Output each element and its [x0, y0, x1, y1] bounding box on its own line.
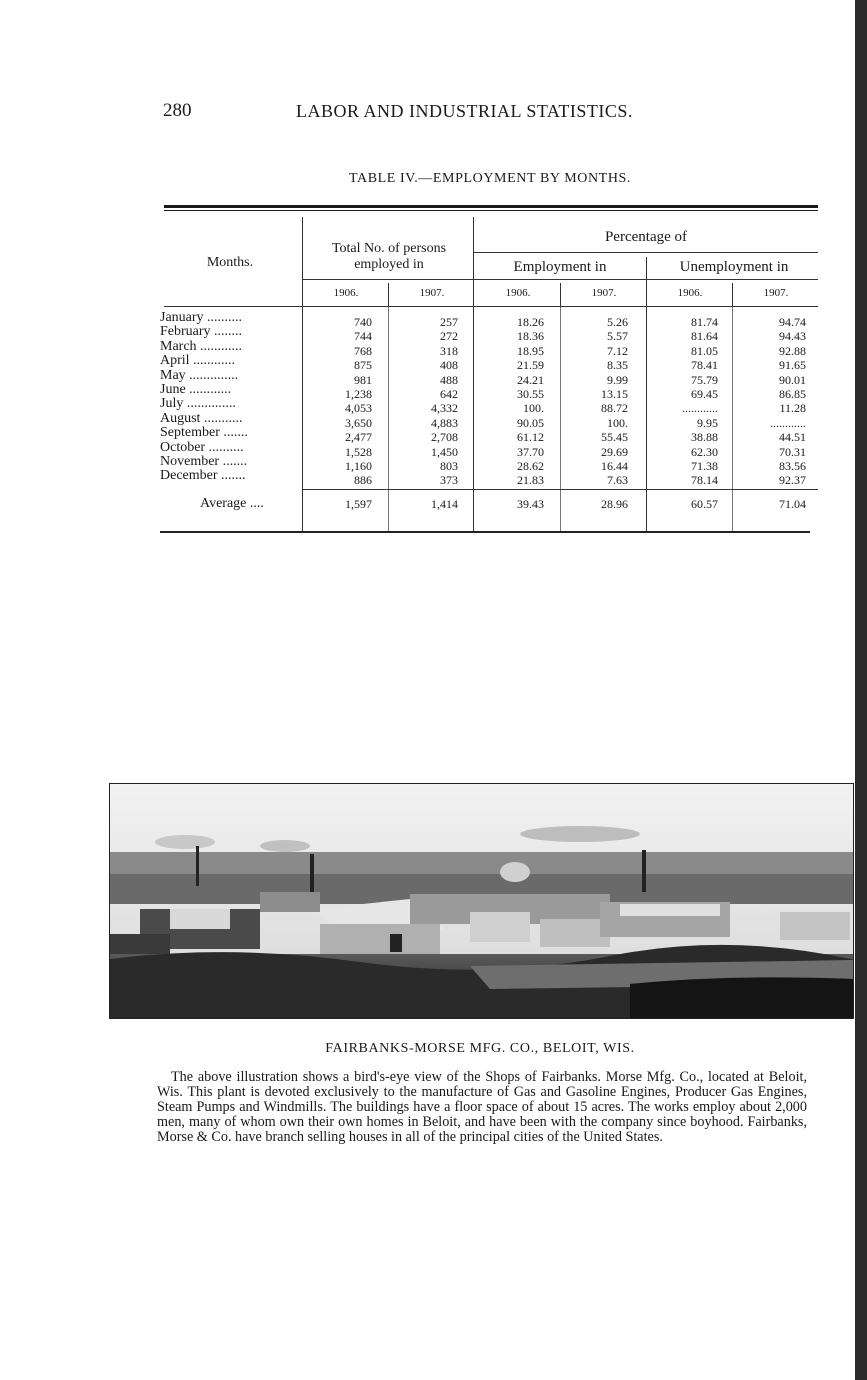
table-cell: 272: [440, 329, 458, 344]
table-cell: 18.26: [517, 315, 544, 329]
table-cell: 488: [440, 372, 458, 387]
percentage-header: Percentage of: [604, 229, 688, 245]
year-header: 1907.: [591, 287, 617, 299]
total-1907-column: [396, 315, 458, 488]
divider: [473, 217, 474, 533]
factory-photograph: [109, 783, 854, 1019]
table-cell: 37.70: [517, 444, 544, 459]
table-cell: 38.88: [691, 430, 718, 445]
table-cell: 90.01: [779, 372, 806, 387]
table-cell: 18.95: [517, 343, 544, 358]
table-top-rule: [164, 205, 818, 208]
table-cell: 7.12: [607, 343, 628, 358]
table-cell: 44.51: [779, 430, 806, 445]
table-cell: 13.15: [601, 386, 628, 401]
average-cell: 1,597: [345, 497, 372, 511]
month-label: December .......: [160, 468, 246, 484]
divider: [388, 283, 389, 307]
table-cell: 18.36: [517, 329, 544, 344]
average-cell: 60.57: [691, 497, 718, 511]
table-cell: 94.43: [779, 329, 806, 344]
unemployment-1907-column: [734, 315, 806, 488]
total-1906-column: [310, 315, 372, 488]
table-cell: 100.: [607, 415, 628, 430]
page-edge-shadow: [855, 0, 867, 1380]
table-cell: 91.65: [779, 358, 806, 373]
month-label: November .......: [160, 454, 248, 470]
employment-1907-column: [564, 315, 628, 488]
table-cell: 55.45: [601, 430, 628, 445]
table-cell: 81.05: [691, 343, 718, 358]
table-cell: 4,883: [431, 415, 458, 430]
table-cell: 81.74: [691, 315, 718, 329]
month-label: March ............: [160, 338, 243, 354]
description-paragraph: The above illustration shows a bird's-eye view of the Shops of Fairbanks. Morse Mfg. Co., located at Beloit, Wis. This plant is devoted exclusively to the manufacture of Gas and Gasoline Engines, Producer Gas Engines, Steam Pumps and Windmills. The buildings have a floor space of about 15 acres. The works employ about 2,000 men, many of whom own their own homes in Beloit, and have been with the company since boyhood. Fairbanks, Morse & Co. have branch selling houses in all of the principal cities of the United States.: [157, 1069, 807, 1145]
table-title: TABLE IV.—EMPLOYMENT BY MONTHS.: [348, 171, 632, 186]
unemployment-header: Unemployment in: [679, 259, 789, 275]
photo-caption: FAIRBANKS-MORSE MFG. CO., BELOIT, WIS.: [325, 1041, 635, 1056]
year-header: 1906.: [505, 287, 531, 299]
table-cell: 1,238: [345, 386, 372, 401]
average-cell: 1,414: [431, 497, 458, 511]
year-header: 1907.: [763, 287, 789, 299]
table-cell: 4,053: [345, 401, 372, 416]
total-persons-header: Total No. of persons employed in: [331, 241, 447, 272]
page-number: 280: [163, 100, 192, 121]
table-cell: 21.59: [517, 358, 544, 373]
employment-table: [160, 205, 818, 535]
divider: [302, 217, 303, 533]
employment-1906-column: [480, 315, 544, 488]
table-cell: 75.79: [691, 372, 718, 387]
header-rule: [302, 279, 818, 280]
header-rule: [164, 306, 818, 307]
table-cell: 70.31: [779, 444, 806, 459]
table-cell: 981: [354, 372, 372, 387]
table-cell: 642: [440, 386, 458, 401]
divider: [388, 307, 389, 533]
table-cell: 61.12: [517, 430, 544, 445]
table-cell: ............: [770, 415, 806, 430]
table-cell: 30.55: [517, 386, 544, 401]
month-label: May ..............: [160, 367, 239, 383]
month-label: August ...........: [160, 410, 243, 426]
table-cell: 1,160: [345, 458, 372, 473]
average-cell: 71.04: [779, 497, 806, 511]
table-cell: 875: [354, 358, 372, 373]
table-cell: 9.99: [607, 372, 628, 387]
header-rule: [473, 252, 818, 253]
table-cell: 88.72: [601, 401, 628, 416]
table-bottom-rule: [160, 531, 810, 533]
table-cell: 3,650: [345, 415, 372, 430]
table-cell: 803: [440, 458, 458, 473]
year-header: 1906.: [677, 287, 703, 299]
average-rule: [302, 489, 818, 490]
table-cell: 16.44: [601, 458, 628, 473]
table-cell: 62.30: [691, 444, 718, 459]
table-cell: 318: [440, 343, 458, 358]
table-cell: 8.35: [607, 358, 628, 373]
month-label: February ........: [160, 324, 243, 340]
table-cell: 5.57: [607, 329, 628, 344]
divider: [646, 257, 647, 533]
average-cell: 39.43: [517, 497, 544, 511]
table-cell: 90.05: [517, 415, 544, 430]
table-cell: 69.45: [691, 386, 718, 401]
table-cell: 28.62: [517, 458, 544, 473]
month-label: July ..............: [160, 396, 236, 412]
average-cell: 28.96: [601, 497, 628, 511]
table-cell: 886: [354, 473, 372, 488]
table-cell: 11.28: [779, 401, 806, 416]
table-cell: 2,477: [345, 430, 372, 445]
table-cell: 83.56: [779, 458, 806, 473]
table-cell: 78.41: [691, 358, 718, 373]
table-cell: 257: [440, 315, 458, 329]
table-cell: 92.37: [779, 473, 806, 488]
table-cell: 744: [354, 329, 372, 344]
table-cell: 1,450: [431, 444, 458, 459]
running-title: LABOR AND INDUSTRIAL STATISTICS.: [296, 101, 633, 121]
employment-header: Employment in: [513, 259, 607, 275]
unemployment-1906-column: [648, 315, 718, 488]
months-header: Months.: [206, 255, 254, 270]
month-label: September .......: [160, 425, 248, 441]
table-cell: 21.83: [517, 473, 544, 488]
table-cell: 9.95: [697, 415, 718, 430]
table-top-rule-thin: [164, 210, 818, 211]
table-cell: 78.14: [691, 473, 718, 488]
table-cell: 5.26: [607, 315, 628, 329]
table-cell: 100.: [523, 401, 544, 416]
month-column: [160, 311, 248, 484]
table-cell: 24.21: [517, 372, 544, 387]
table-cell: 768: [354, 343, 372, 358]
table-cell: 7.63: [607, 473, 628, 488]
table-cell: 92.88: [779, 343, 806, 358]
table-cell: 740: [354, 315, 372, 329]
divider: [560, 307, 561, 533]
table-cell: 408: [440, 358, 458, 373]
table-cell: ............: [682, 401, 718, 416]
table-cell: 373: [440, 473, 458, 488]
table-cell: 4,332: [431, 401, 458, 416]
divider: [732, 307, 733, 533]
table-cell: 81.64: [691, 329, 718, 344]
table-cell: 94.74: [779, 315, 806, 329]
average-label: Average ....: [200, 496, 264, 511]
table-cell: 86.85: [779, 386, 806, 401]
year-header: 1906.: [333, 287, 359, 299]
month-label: January ..........: [160, 310, 243, 325]
divider: [732, 283, 733, 307]
month-label: October ..........: [160, 439, 244, 455]
table-cell: 29.69: [601, 444, 628, 459]
table-cell: 71.38: [691, 458, 718, 473]
year-header: 1907.: [419, 287, 445, 299]
divider: [560, 283, 561, 307]
table-cell: 1,528: [345, 444, 372, 459]
table-cell: 2,708: [431, 430, 458, 445]
month-label: April ............: [160, 353, 236, 369]
month-label: June ............: [160, 382, 232, 398]
